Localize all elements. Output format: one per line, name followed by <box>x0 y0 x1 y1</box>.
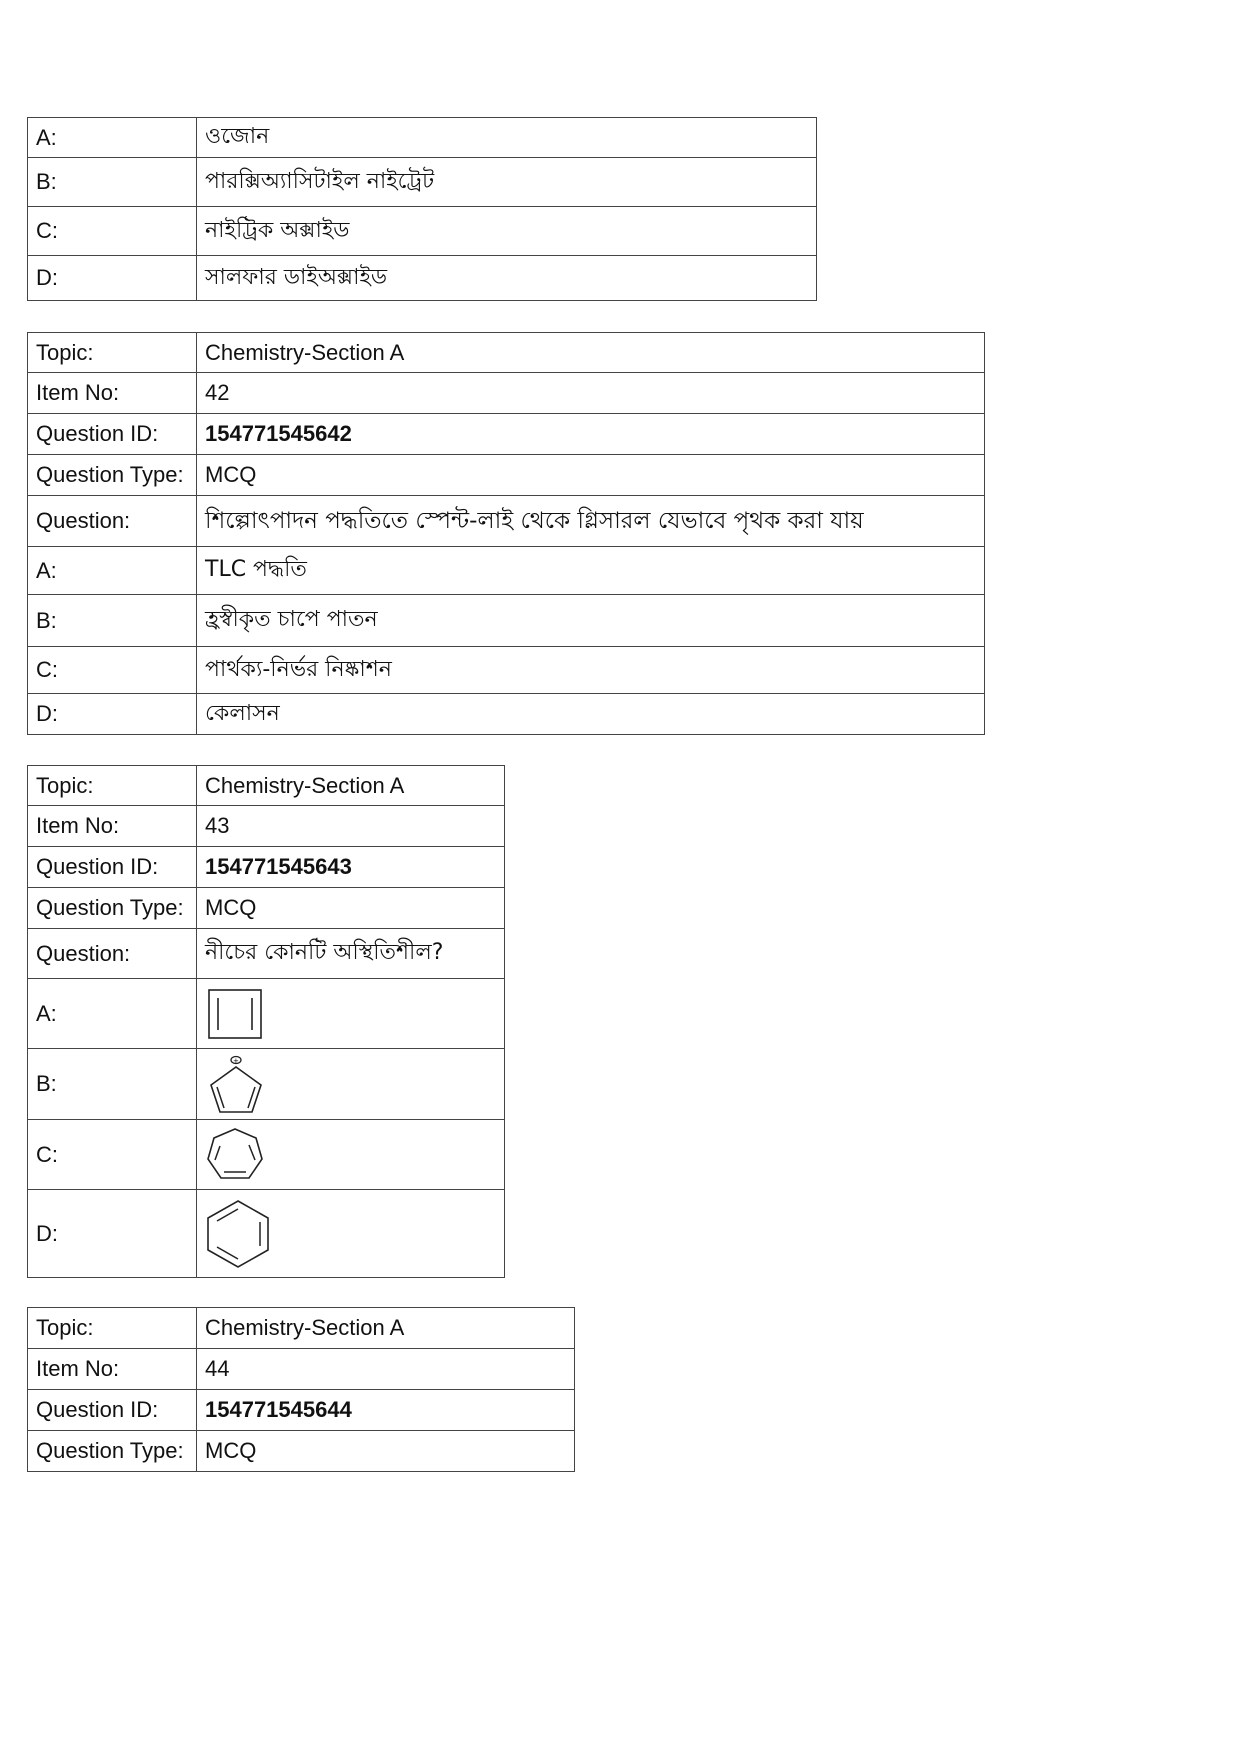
option-d-text: কেলাসন <box>197 694 985 735</box>
question-id-label: Question ID: <box>28 847 197 888</box>
question-text: নীচের কোনটি অস্থিতিশীল? <box>197 929 505 979</box>
question-43-table <box>27 765 505 1278</box>
topic-value: Chemistry-Section A <box>197 1308 575 1349</box>
option-a-structure <box>197 979 505 1049</box>
item-no-label: Item No: <box>28 806 197 847</box>
question-type-label: Question Type: <box>28 888 197 929</box>
question-41-options-table <box>27 117 817 301</box>
item-no-label: Item No: <box>28 1349 197 1390</box>
option-c-text: নাইট্রিক অক্সাইড <box>197 207 817 256</box>
question-text: শিল্পোৎপাদন পদ্ধতিতে স্পেন্ট-লাই থেকে গ্লিসারল যেভাবে পৃথক করা যায় <box>197 496 985 547</box>
option-d-label: D: <box>28 694 197 735</box>
question-42-table <box>27 332 985 735</box>
option-d-label: D: <box>28 1190 197 1278</box>
question-label: Question: <box>28 929 197 979</box>
option-a-label: A: <box>28 118 197 158</box>
item-no-value: 43 <box>197 806 505 847</box>
question-type-label: Question Type: <box>28 455 197 496</box>
topic-value: Chemistry-Section A <box>197 333 985 373</box>
option-b-text: হ্রস্বীকৃত চাপে পাতন <box>197 595 985 647</box>
option-b-label: B: <box>28 158 197 207</box>
option-c-label: C: <box>28 647 197 694</box>
option-d-structure <box>197 1190 505 1278</box>
question-id-value: 154771545644 <box>197 1390 575 1431</box>
option-c-label: C: <box>28 207 197 256</box>
option-c-label: C: <box>28 1120 197 1190</box>
question-id-value: 154771545643 <box>197 847 505 888</box>
topic-label: Topic: <box>28 1308 197 1349</box>
option-a-label: A: <box>28 547 197 595</box>
question-id-label: Question ID: <box>28 414 197 455</box>
option-a-text: TLC পদ্ধতি <box>197 547 985 595</box>
benzene-structure-icon <box>205 1197 271 1271</box>
svg-text:+: + <box>233 1057 239 1065</box>
cyclopentadienyl-cation-structure-icon <box>205 1053 267 1115</box>
question-type-label: Question Type: <box>28 1431 197 1472</box>
item-no-value: 44 <box>197 1349 575 1390</box>
topic-label: Topic: <box>28 766 197 806</box>
item-no-value: 42 <box>197 373 985 414</box>
option-d-text: সালফার ডাইঅক্সাইড <box>197 256 817 301</box>
question-type-value: MCQ <box>197 1431 575 1472</box>
question-label: Question: <box>28 496 197 547</box>
option-b-label: B: <box>28 1049 197 1120</box>
topic-value: Chemistry-Section A <box>197 766 505 806</box>
option-c-structure <box>197 1120 505 1190</box>
option-b-structure <box>197 1049 505 1120</box>
cycloheptatrienyl-structure-icon <box>205 1126 265 1184</box>
question-type-value: MCQ <box>197 888 505 929</box>
question-id-value: 154771545642 <box>197 414 985 455</box>
question-type-value: MCQ <box>197 455 985 496</box>
option-b-text: পারক্সিঅ্যাসিটাইল নাইট্রেট <box>197 158 817 207</box>
item-no-label: Item No: <box>28 373 197 414</box>
option-d-label: D: <box>28 256 197 301</box>
question-44-table <box>27 1307 575 1472</box>
option-b-label: B: <box>28 595 197 647</box>
question-id-label: Question ID: <box>28 1390 197 1431</box>
option-c-text: পার্থক্য-নির্ভর নিষ্কাশন <box>197 647 985 694</box>
option-a-label: A: <box>28 979 197 1049</box>
topic-label: Topic: <box>28 333 197 373</box>
option-a-text: ওজোন <box>197 118 817 158</box>
cyclobutadiene-structure-icon <box>205 986 265 1042</box>
